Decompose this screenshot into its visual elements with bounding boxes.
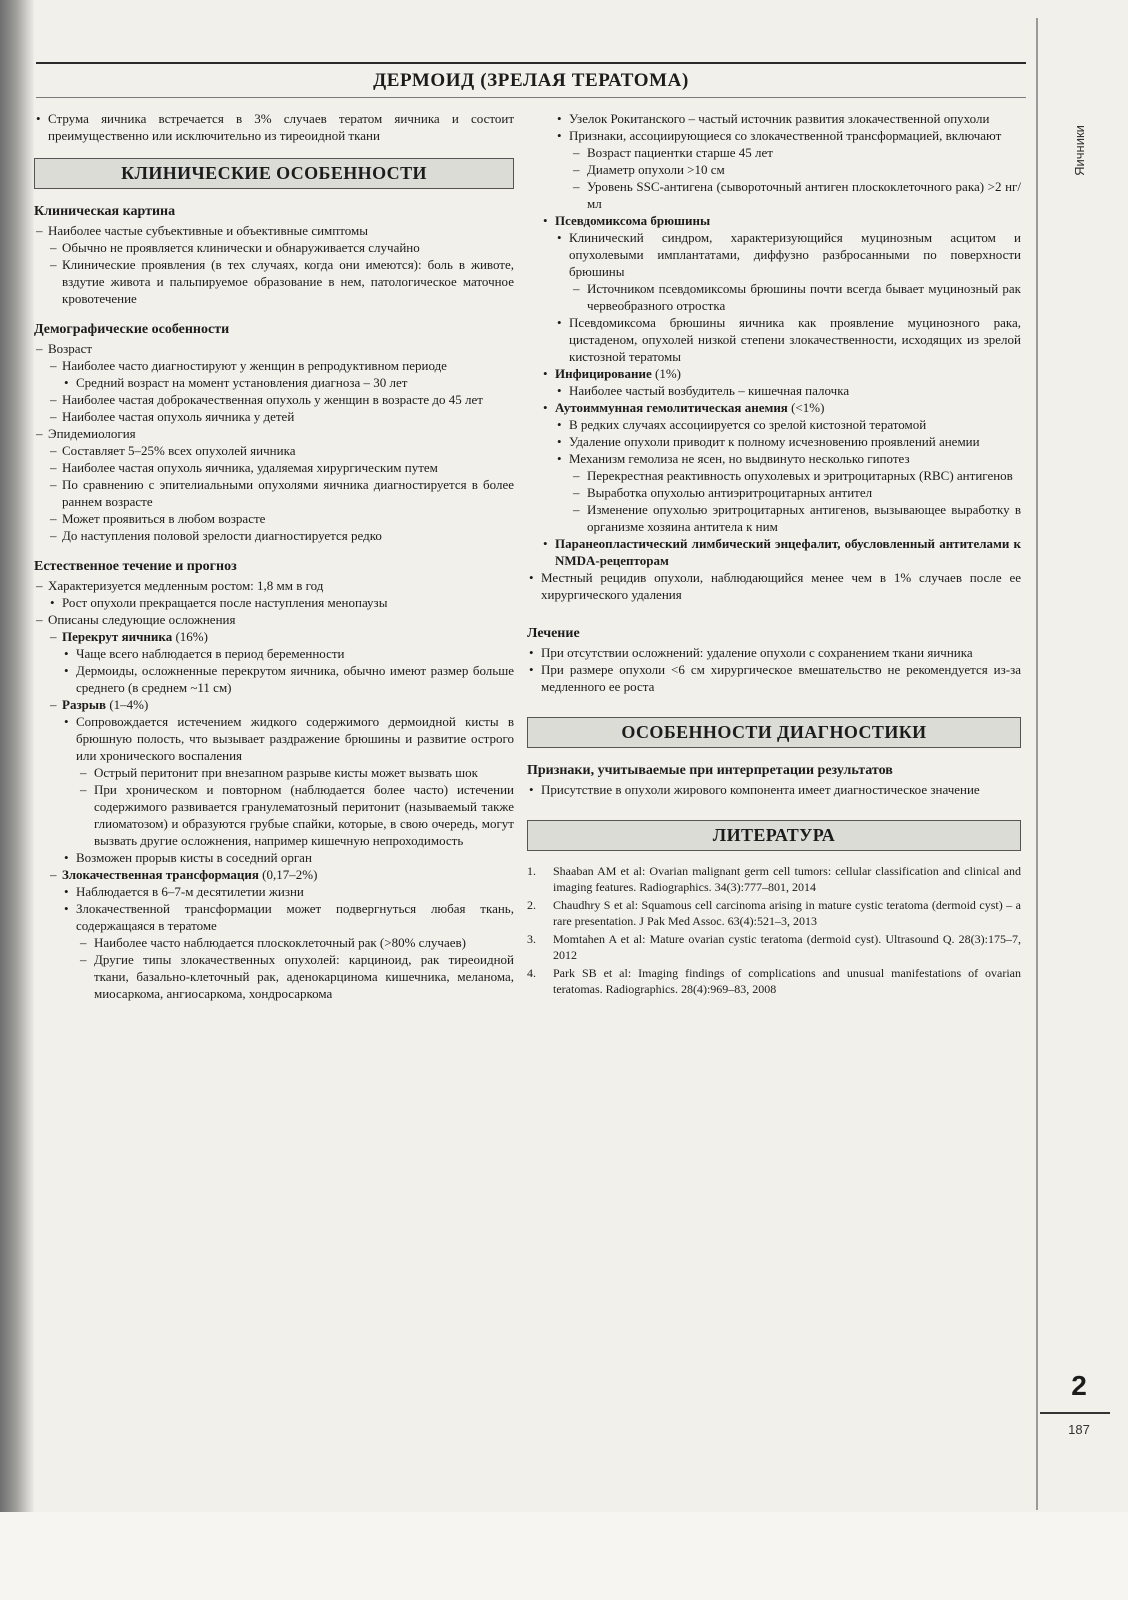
reference-number: 3. — [527, 932, 536, 946]
list-item-text: Клинический синдром, характеризующийся муцинозным асцитом и опухолевыми имплантатами, диффузно разбросанными по поверхности брюшины — [569, 230, 1021, 279]
list-item-text: Уровень SSC-антигена (сывороточный антиген плоскоклеточного рака) >2 нг/мл — [587, 179, 1021, 211]
reference-number: 1. — [527, 864, 536, 878]
list-item-text: При хроническом и повторном (наблюдается более часто) истечении содержимого развивается гранулематозный перитонит (называемый также глиоматозом) и образуются грубые спайки, которые, в свою очередь, могут вызвать другие осложнения, например кишечную непроходимость — [94, 782, 514, 848]
reference-list — [527, 863, 1021, 997]
list-item-text: Признаки, ассоциирующиеся со злокачественной трансформацией, включают — [569, 128, 1002, 143]
list-item-lead: Аутоиммунная гемолитическая анемия — [555, 400, 788, 415]
natural-history-heading: Естественное течение и прогноз — [34, 559, 237, 574]
list-item-text: В редких случаях ассоциируется со зрелой кистозной тератомой — [569, 417, 927, 432]
right-column — [527, 110, 1021, 999]
reference-text: Shaaban AM et al: Ovarian malignant germ cell tumors: cellular classification and clinical and imaging features. Radiographics. 34(3):777–801, 2014 — [553, 864, 1021, 894]
complications-list — [527, 110, 1021, 603]
book-spine-shadow — [0, 0, 34, 1600]
list-item — [34, 577, 514, 594]
list-item — [527, 110, 1021, 127]
list-item — [34, 476, 514, 510]
list-item — [34, 374, 514, 391]
list-item-text: Наблюдается в 6–7-м десятилетии жизни — [76, 884, 304, 899]
list-item-text: Наиболее частый возбудитель – кишечная палочка — [569, 383, 850, 398]
list-item-text: При размере опухоли <6 см хирургическое вмешательство не рекомендуется из-за медленного ее роста — [541, 662, 1021, 694]
list-item — [34, 696, 514, 713]
reference-item — [527, 965, 1021, 997]
list-item — [34, 628, 514, 645]
list-item-lead: Инфицирование — [555, 366, 652, 381]
list-item-text: Дермоиды, осложненные перекрутом яичника, обычно имеют размер больше среднего (в среднем ~11 см) — [76, 663, 514, 695]
chapter-tab-label: Яичники — [1071, 124, 1087, 176]
list-item-lead: Разрыв — [62, 697, 107, 712]
list-item-text: Другие типы злокачественных опухолей: карциноид, рак тиреоидной ткани, базально-клеточный рак, аденокарцинома кишечника, меланома, миосаркома, ангиосаркома, хондросаркома — [94, 952, 514, 1001]
list-item-lead: Злокачественная трансформация — [62, 867, 259, 882]
list-item — [527, 314, 1021, 365]
list-item-text: (0,17–2%) — [258, 867, 318, 882]
list-item — [34, 713, 514, 764]
list-item-text: Средний возраст на момент установления диагноза – 30 лет — [76, 375, 408, 390]
reference-text: Momtahen A et al: Mature ovarian cystic teratoma (dermoid cyst). Ultrasound Q. 28(3):175–7, 2012 — [553, 932, 1021, 962]
list-item-text: (1%) — [651, 366, 681, 381]
list-item — [34, 425, 514, 442]
reference-item — [527, 897, 1021, 929]
list-item — [527, 644, 1021, 661]
reference-number: 4. — [527, 966, 536, 980]
list-item-text: Изменение опухолью эритроцитарных антигенов, вызывающее выработку в организме хозяина антитела к ним — [587, 502, 1021, 534]
list-item — [34, 527, 514, 544]
list-item-text: Описаны следующие осложнения — [48, 612, 236, 627]
reference-number: 2. — [527, 898, 536, 912]
treatment-heading: Лечение — [527, 626, 580, 641]
list-item — [527, 399, 1021, 416]
list-item — [34, 611, 514, 628]
reference-item — [527, 931, 1021, 963]
list-item — [527, 280, 1021, 314]
list-item-text: Перекрестная реактивность опухолевых и эритроцитарных (RBC) антигенов — [587, 468, 1013, 483]
list-item — [34, 645, 514, 662]
treatment-list — [527, 644, 1021, 695]
list-item-text: Возраст — [48, 341, 93, 356]
list-item — [34, 340, 514, 357]
list-item-text: Злокачественной трансформации может подвергнуться любая ткань, содержащаяся в тератоме — [76, 901, 514, 933]
list-item-text: Эпидемиология — [48, 426, 136, 441]
signs-list — [527, 781, 1021, 798]
list-item — [527, 127, 1021, 144]
list-item-text: Узелок Рокитанского – частый источник развития злокачественной опухоли — [569, 111, 990, 126]
list-item — [527, 212, 1021, 229]
list-item — [34, 764, 514, 781]
literature-header: ЛИТЕРАТУРА — [527, 820, 1021, 851]
list-item-text: Чаще всего наблюдается в период беременности — [76, 646, 345, 661]
page-title: ДЕРМОИД (ЗРЕЛАЯ ТЕРАТОМА) — [36, 62, 1026, 98]
list-item-text: Присутствие в опухоли жирового компонента имеет диагностическое значение — [541, 782, 980, 797]
chapter-side-tab — [1046, 90, 1112, 210]
diagnostics-header: ОСОБЕННОСТИ ДИАГНОСТИКИ — [527, 717, 1021, 748]
list-item — [34, 510, 514, 527]
list-item-text: Сопровождается истечением жидкого содержимого дермоидной кисты в брюшную полость, что вызывает раздражение брюшины и развитие острого или хронического воспаления — [76, 714, 514, 763]
list-item — [527, 416, 1021, 433]
interpretation-signs-heading: Признаки, учитываемые при интерпретации результатов — [527, 763, 893, 778]
list-item — [34, 900, 514, 934]
reference-item — [527, 863, 1021, 895]
list-item — [527, 535, 1021, 569]
list-item-text: Наиболее частая опухоль яичника, удаляемая хирургическим путем — [62, 460, 438, 475]
list-item-text: Псевдомиксома брюшины яичника как проявление муцинозного рака, цистаденом, опухолей низкой степени злокачественности, исходящих из зрелой кистозной тератомы — [569, 315, 1021, 364]
list-item — [34, 866, 514, 883]
list-item-text: Местный рецидив опухоли, наблюдающийся менее чем в 1% случаев после ее хирургического удаления — [541, 570, 1021, 602]
list-item-text: (<1%) — [787, 400, 825, 415]
list-item — [34, 222, 514, 239]
reference-text: Park SB et al: Imaging findings of complications and unusual manifestations of ovarian teratomas. Radiographics. 28(4):969–83, 2008 — [553, 966, 1021, 996]
list-item — [34, 883, 514, 900]
list-item-text: Может проявиться в любом возрасте — [62, 511, 266, 526]
list-item-text: Струма яичника встречается в 3% случаев тератом яичника и состоит преимущественно или исключительно из тиреоидной ткани — [48, 111, 514, 143]
list-item-text: Наиболее часто диагностируют у женщин в репродуктивном периоде — [62, 358, 447, 373]
list-item — [527, 661, 1021, 695]
page-number: 187 — [1068, 1422, 1090, 1437]
list-item-text: Наиболее частая доброкачественная опухоль у женщин в возрасте до 45 лет — [62, 392, 483, 407]
list-item — [34, 594, 514, 611]
clinical-picture-heading: Клиническая картина — [34, 204, 176, 219]
list-item-text: Источником псевдомиксомы брюшины почти всегда бывает муцинозный рак червеобразного отростка — [587, 281, 1021, 313]
list-item-text: Наиболее частая опухоль яичника у детей — [62, 409, 295, 424]
list-item-lead: Псевдомиксома брюшины — [555, 213, 711, 228]
list-item-text: По сравнению с эпителиальными опухолями яичника диагностируется в более раннем возрасте — [62, 477, 514, 509]
list-item — [527, 382, 1021, 399]
natural-history-list — [34, 577, 514, 1002]
list-item — [34, 256, 514, 307]
page-number-rule — [1040, 1412, 1110, 1414]
chapter-number: 2 — [1071, 1370, 1087, 1401]
list-item — [527, 161, 1021, 178]
list-item — [527, 178, 1021, 212]
list-item — [527, 467, 1021, 484]
list-item — [34, 239, 514, 256]
clinical-list — [34, 222, 514, 307]
list-item-text: Составляет 5–25% всех опухолей яичника — [62, 443, 296, 458]
list-item-text: Клинические проявления (в тех случаях, когда они имеются): боль в животе, вздутие живота и пальпируемое образование в нем, патологическое маточное кровотечение — [62, 257, 514, 306]
list-item — [34, 951, 514, 1002]
list-item — [527, 781, 1021, 798]
list-item — [34, 934, 514, 951]
demographics-heading: Демографические особенности — [34, 322, 230, 337]
list-item-text: Механизм гемолиза не ясен, но выдвинуто несколько гипотез — [569, 451, 910, 466]
list-item-text: Возможен прорыв кисты в соседний орган — [76, 850, 312, 865]
list-item — [34, 110, 514, 144]
list-item — [527, 450, 1021, 467]
list-item — [527, 365, 1021, 382]
demographics-list — [34, 340, 514, 544]
list-item-text: Выработка опухолью антиэритроцитарных антител — [587, 485, 873, 500]
list-item-text: Возраст пациентки старше 45 лет — [587, 145, 773, 160]
list-item-text: (16%) — [172, 629, 208, 644]
list-item — [34, 391, 514, 408]
list-item — [527, 433, 1021, 450]
list-item-lead: Перекрут яичника — [62, 629, 173, 644]
list-item-lead: Паранеопластический лимбический энцефалит, обусловленный антителами к NMDA-рецепторам — [555, 536, 1021, 568]
list-item — [527, 501, 1021, 535]
list-item — [527, 144, 1021, 161]
list-item — [34, 442, 514, 459]
list-item-text: Характеризуется медленным ростом: 1,8 мм в год — [48, 578, 324, 593]
list-item-text: Диаметр опухоли >10 см — [587, 162, 725, 177]
list-item-text: Обычно не проявляется клинически и обнаруживается случайно — [62, 240, 420, 255]
list-item-text: Рост опухоли прекращается после наступления менопаузы — [62, 595, 388, 610]
list-item-text: Удаление опухоли приводит к полному исчезновению проявлений анемии — [569, 434, 980, 449]
list-item — [34, 662, 514, 696]
margin-rule — [1036, 18, 1038, 1510]
list-item — [527, 229, 1021, 280]
reference-text: Chaudhry S et al: Squamous cell carcinoma arising in mature cystic teratoma (dermoid cyst) – a rare presentation. J Pak Med Assoc. 63(4):521–3, 2013 — [553, 898, 1021, 928]
clinical-features-header: КЛИНИЧЕСКИЕ ОСОБЕННОСТИ — [34, 158, 514, 189]
list-item — [34, 849, 514, 866]
list-item-text: До наступления половой зрелости диагностируется редко — [62, 528, 382, 543]
left-column — [34, 110, 514, 1002]
page-bottom-margin — [0, 1512, 1128, 1600]
list-item — [34, 459, 514, 476]
list-item — [527, 569, 1021, 603]
list-item-text: Наиболее частые субъективные и объективные симптомы — [48, 223, 368, 238]
list-item — [34, 408, 514, 425]
list-item-text: Острый перитонит при внезапном разрыве кисты может вызвать шок — [94, 765, 478, 780]
intro-list — [34, 110, 514, 144]
list-item-text: Наиболее часто наблюдается плоскоклеточный рак (>80% случаев) — [94, 935, 466, 950]
list-item-text: При отсутствии осложнений: удаление опухоли с сохранением ткани яичника — [541, 645, 973, 660]
list-item-text: (1–4%) — [106, 697, 149, 712]
list-item — [34, 357, 514, 374]
list-item — [527, 484, 1021, 501]
list-item — [34, 781, 514, 849]
